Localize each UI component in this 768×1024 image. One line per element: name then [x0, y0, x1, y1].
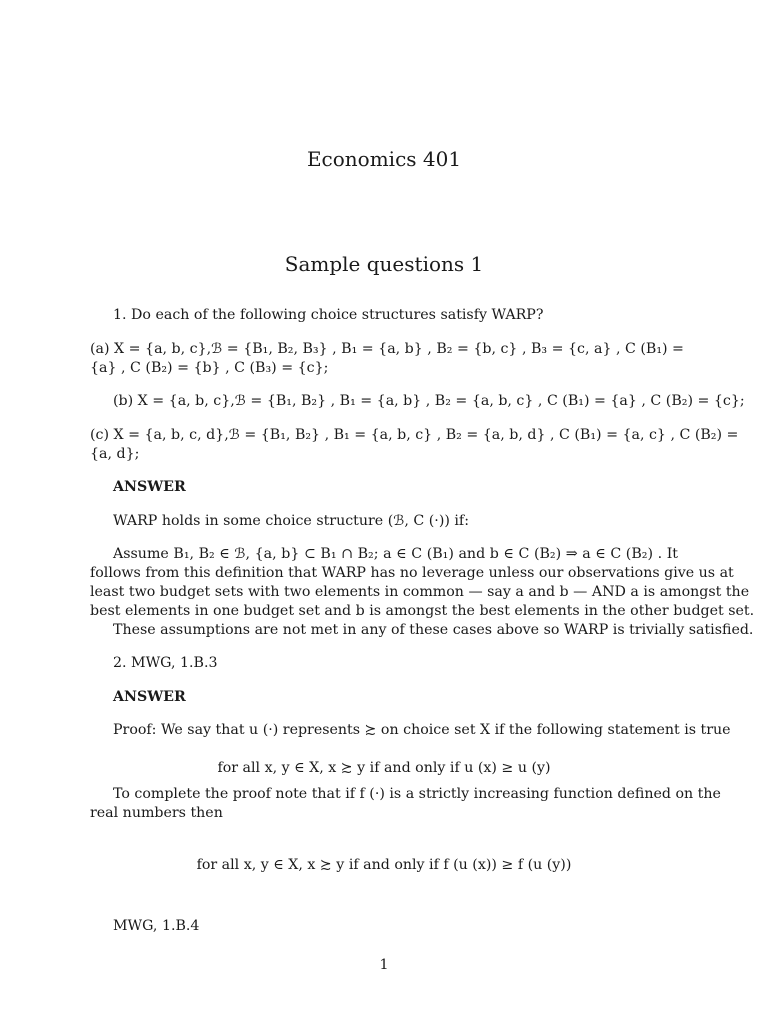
question-2: 2. MWG, 1.B.3: [113, 655, 218, 671]
proof-statement: Proof: We say that u (·) represents ≿ on choice set X if the following statement is true: [113, 722, 731, 738]
proof-complete-line-1: To complete the proof note that if f (·) is a strictly increasing function defined on the: [113, 786, 721, 802]
warp-paragraph-line-5: These assumptions are not met in any of these cases above so WARP is trivially satisfied.: [113, 622, 754, 638]
warp-paragraph-line-3: least two budget sets with two elements in common — say a and b — AND a is amongst the: [90, 584, 750, 600]
warp-paragraph-line-2: follows from this definition that WARP has no leverage unless our observations give us at: [90, 565, 734, 581]
answer-heading-1: ANSWER: [113, 479, 186, 495]
answer-heading-2: ANSWER: [113, 689, 186, 705]
question-1b: (b) X = {a, b, c},ℬ = {B₁, B₂} , B₁ = {a, b} , B₂ = {a, b, c} , C (B₁) = {a} , C (B₂) = {c};: [113, 393, 745, 409]
question-3: MWG, 1.B.4: [113, 918, 200, 934]
warp-paragraph-line-1: Assume B₁, B₂ ∈ ℬ, {a, b} ⊂ B₁ ∩ B₂; a ∈ C (B₁) and b ∈ C (B₂) ⇒ a ∈ C (B₂) . It: [113, 546, 678, 562]
question-1a-line-1: (a) X = {a, b, c},ℬ = {B₁, B₂, B₃} , B₁ = {a, b} , B₂ = {b, c} , B₃ = {c, a} , C (B₁) =: [90, 341, 684, 357]
document-title: Economics 401: [306, 147, 462, 171]
equation-increasing-transform: for all x, y ∈ X, x ≿ y if and only if f (u (x)) ≥ f (u (y)): [196, 857, 572, 873]
warp-paragraph-line-4: best elements in one budget set and b is amongst the best elements in the other budget set.: [90, 603, 755, 619]
question-1c-line-1: (c) X = {a, b, c, d},ℬ = {B₁, B₂} , B₁ = {a, b, c} , B₂ = {a, b, d} , C (B₁) = {a, c} , C (B₂) =: [90, 427, 739, 443]
question-1a-line-2: {a} , C (B₂) = {b} , C (B₃) = {c};: [90, 360, 329, 376]
proof-complete-line-2: real numbers then: [90, 805, 223, 821]
warp-definition-intro: WARP holds in some choice structure (ℬ, C (·)) if:: [113, 513, 469, 529]
question-1c-line-2: {a, d};: [90, 446, 140, 462]
question-1: 1. Do each of the following choice structures satisfy WARP?: [113, 307, 544, 323]
document-subtitle: Sample questions 1: [284, 252, 484, 276]
equation-utility-representation: for all x, y ∈ X, x ≿ y if and only if u (x) ≥ u (y): [217, 760, 551, 776]
page-number: 1: [379, 957, 389, 973]
